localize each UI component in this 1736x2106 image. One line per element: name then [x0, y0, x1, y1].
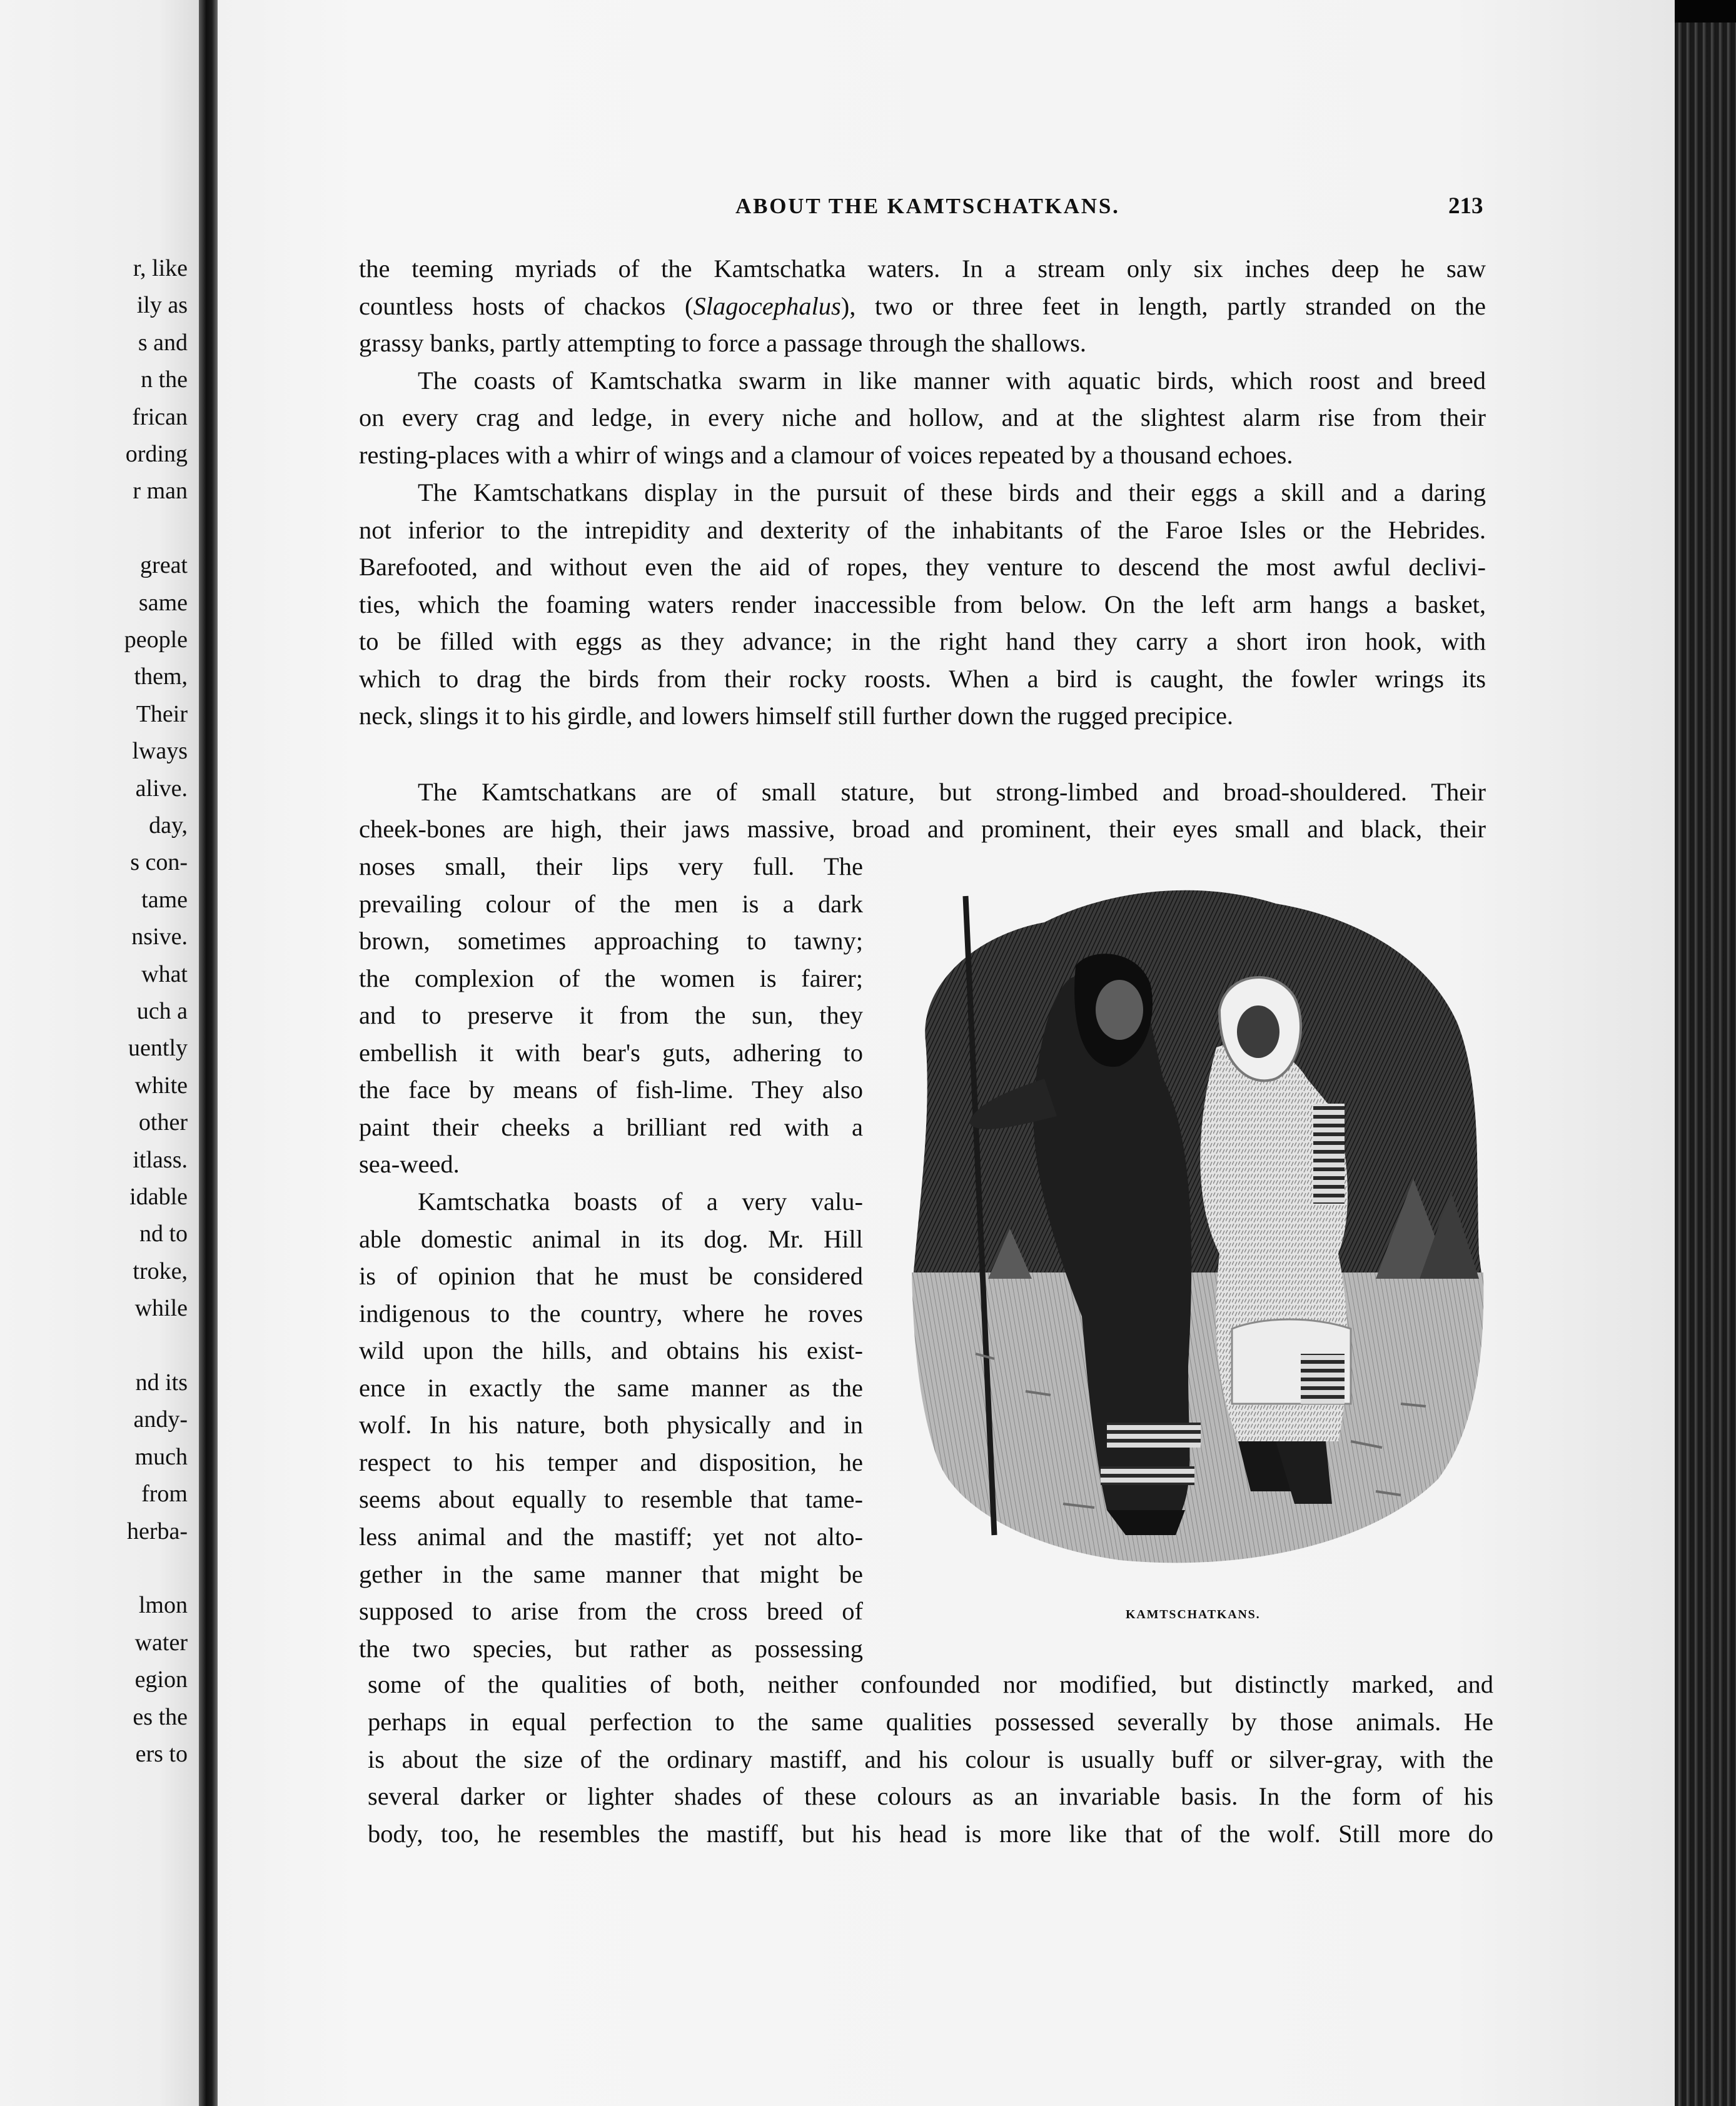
text-line: resting-places with a whirr of wings and a clamour of voices repeated by a thousand echoes.	[359, 441, 1293, 469]
text-line: neck, slings it to his girdle, and lowers himself still further down the rugged precipice.	[359, 702, 1234, 730]
left-page-fragment: r man	[133, 478, 188, 505]
text-line: is about the size of the ordinary mastiff, and his colour is usually buff or silver-gray, with the	[368, 1745, 1493, 1773]
left-page-fragment: idable	[129, 1184, 188, 1210]
left-page-fragment: s con-	[130, 849, 188, 876]
engraving-kamtschatkans	[901, 879, 1488, 1591]
left-page-fragment: white	[134, 1072, 188, 1099]
left-page-fragment: ily as	[136, 292, 188, 319]
text-line: which to drag the birds from their rocky roosts. When a bird is caught, the fowler wrings its	[359, 665, 1486, 693]
left-page-fragment: r, like	[133, 255, 188, 281]
left-page-fragment: andy-	[133, 1406, 188, 1433]
text-line: ence in exactly the same manner as the	[359, 1374, 863, 1402]
left-page-fragment: n the	[141, 366, 188, 393]
left-page-fragment: frican	[132, 403, 188, 430]
text-line: ties, which the foaming waters render inaccessible from below. On the left arm hangs a basket,	[359, 590, 1486, 618]
text-line: the face by means of fish-lime. They also	[359, 1076, 863, 1104]
woman-hem-stripes	[1301, 1354, 1345, 1404]
left-page-fragment: uch a	[136, 998, 188, 1024]
man-hem-band	[1107, 1423, 1201, 1448]
italic-term: Slagocephalus	[693, 292, 841, 320]
text-line: to be filled with eggs as they advance; in the right hand they carry a short iron hook, with	[359, 627, 1486, 655]
left-page-fragment: egion	[134, 1666, 188, 1693]
text-line: grassy banks, partly attempting to force a passage through the shallows.	[359, 329, 1086, 357]
left-page-fragment: same	[138, 589, 188, 616]
text-line: supposed to arise from the cross breed of	[359, 1597, 863, 1625]
woman-sleeve-stripes	[1313, 1104, 1345, 1204]
left-page-fragment: day,	[149, 812, 188, 839]
left-page-fragment: ording	[125, 441, 188, 467]
text-line: paint their cheeks a brilliant red with a	[359, 1113, 863, 1141]
text-line: and to preserve it from the sun, they	[359, 1001, 863, 1029]
text-line: the two species, but rather as possessing	[359, 1635, 863, 1663]
man-hem-band-2	[1101, 1466, 1194, 1485]
woman-face	[1237, 1005, 1279, 1058]
left-page-fragment: ers to	[135, 1741, 188, 1767]
book-gutter	[199, 0, 218, 2106]
left-page-fragment: s and	[138, 329, 188, 356]
running-head: ABOUT THE KAMTSCHATKANS.	[735, 194, 1120, 218]
text-line: sea-weed.	[359, 1150, 460, 1178]
text-line: The Kamtschatkans display in the pursuit of these birds and their eggs a skill and a daring	[418, 478, 1486, 506]
left-page-fragment: itlass.	[133, 1146, 188, 1173]
text-line: not inferior to the intrepidity and dexterity of the inhabitants of the Faroe Isles or the Hebrides.	[359, 516, 1486, 544]
text-line: on every crag and ledge, in every niche and hollow, and at the slightest alarm rise from their	[359, 403, 1486, 431]
text-line: some of the qualities of both, neither confounded nor modified, but distinctly marked, and	[368, 1670, 1493, 1698]
figure-caption: KAMTSCHATKANS.	[1126, 1608, 1261, 1621]
text-line: indigenous to the country, where he roves	[359, 1299, 863, 1328]
left-page-fragment: other	[138, 1109, 188, 1136]
sky-vignette	[913, 890, 1482, 1279]
text-line: is of opinion that he must be considered	[359, 1262, 863, 1290]
text-line: wild upon the hills, and obtains his exist-	[359, 1336, 863, 1364]
text-line: seems about equally to resemble that tame-	[359, 1485, 863, 1513]
text-line: cheek-bones are high, their jaws massive, broad and prominent, their eyes small and black, their	[359, 815, 1486, 843]
text-line: the complexion of the women is fairer;	[359, 964, 863, 992]
text-line: the teeming myriads of the Kamtschatka waters. In a stream only six inches deep he saw	[359, 254, 1486, 283]
text-line: Kamtschatka boasts of a very valu-	[418, 1187, 863, 1216]
page-number: 213	[1448, 193, 1483, 219]
text-line: embellish it with bear's guts, adhering to	[359, 1039, 863, 1067]
left-page-fragment: troke,	[133, 1257, 188, 1284]
left-page-fragment: lmon	[138, 1592, 188, 1619]
text-line: brown, sometimes approaching to tawny;	[359, 927, 863, 955]
text-line: noses small, their lips very full. The	[359, 852, 863, 880]
left-page-fragment: lways	[132, 738, 188, 765]
left-page-fragment: nd to	[139, 1221, 188, 1247]
scan-corner	[1675, 0, 1736, 23]
text-line: body, too, he resembles the mastiff, but his head is more like that of the wolf. Still more do	[368, 1820, 1493, 1848]
snow-ground	[912, 1272, 1483, 1563]
left-page-fragment: them,	[134, 663, 188, 690]
text-line: less animal and the mastiff; yet not alto-	[359, 1523, 863, 1551]
left-page-fragment: Their	[136, 700, 188, 727]
man-face	[1096, 980, 1143, 1040]
engraving-illustration	[901, 879, 1488, 1591]
text-line: The Kamtschatkans are of small stature, but strong-limbed and broad-shouldered. Their	[418, 778, 1486, 806]
text-line: respect to his temper and disposition, he	[359, 1448, 863, 1476]
left-page-fragment: uently	[128, 1035, 188, 1062]
text-line: able domestic animal in its dog. Mr. Hill	[359, 1225, 863, 1253]
left-page-fragment: tame	[141, 886, 188, 913]
text-line: Barefooted, and without even the aid of ropes, they venture to descend the most awful declivi-	[359, 553, 1486, 581]
left-page-fragment: while	[134, 1295, 188, 1322]
left-page-fragment: people	[124, 627, 188, 653]
left-page-fragment: es the	[133, 1703, 188, 1730]
left-page-fragment: alive.	[135, 775, 188, 802]
left-page-fragment: water	[134, 1629, 188, 1656]
left-page-fragment: from	[141, 1481, 188, 1508]
left-page-fragment: nsive.	[131, 924, 188, 950]
text-line: wolf. In his nature, both physically and in	[359, 1411, 863, 1439]
text-line: gether in the same manner that might be	[359, 1560, 863, 1588]
left-page-fragment: great	[140, 552, 188, 579]
text-line: prevailing colour of the men is a dark	[359, 890, 863, 918]
text-line: perhaps in equal perfection to the same qualities possessed severally by those animals. He	[368, 1708, 1493, 1736]
text-line: several darker or lighter shades of these colours as an invariable basis. In the form of his	[368, 1782, 1493, 1810]
left-page-fragment: nd its	[135, 1369, 188, 1396]
left-page-fragment: herba-	[126, 1518, 188, 1544]
text-line: The coasts of Kamtschatka swarm in like manner with aquatic birds, which roost and breed	[418, 366, 1486, 395]
page-block-edges	[1675, 0, 1736, 2106]
left-page-fragment: what	[141, 960, 188, 987]
left-page-fragment: much	[134, 1443, 188, 1470]
text-line: countless hosts of chackos (Slagocephalus), two or three feet in length, partly stranded on the	[359, 292, 1486, 320]
